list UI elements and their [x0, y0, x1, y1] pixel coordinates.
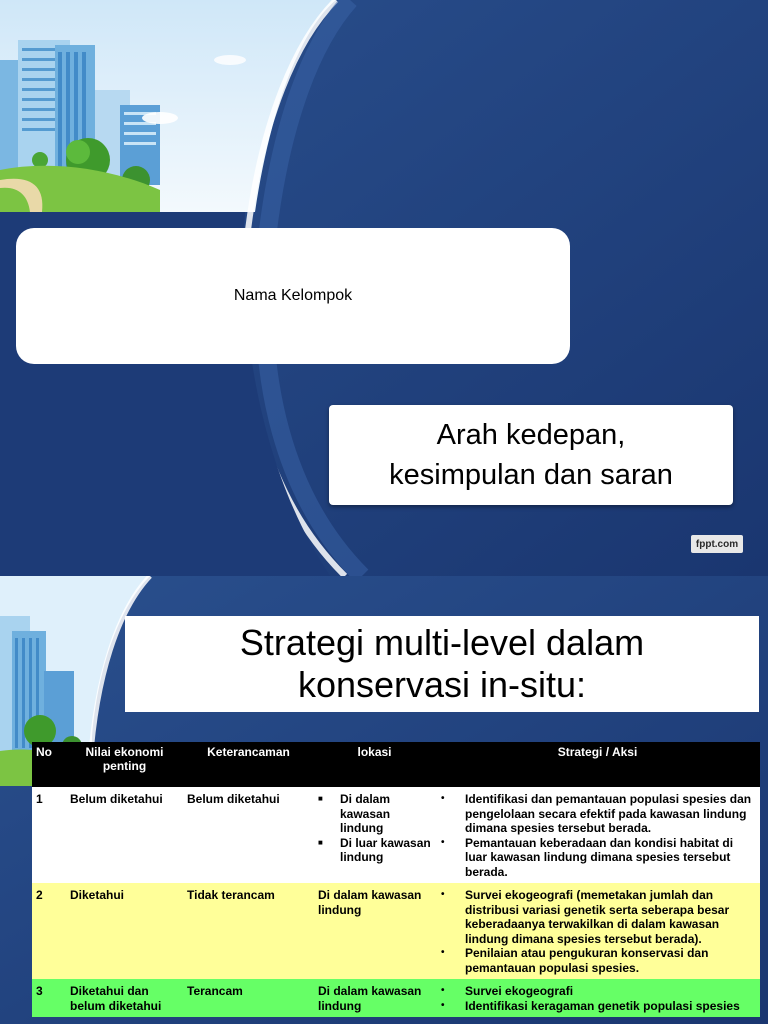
group-name-label: Nama Kelompok — [233, 287, 353, 304]
table-row — [32, 883, 760, 979]
strategi-item: • Pemantauan keberadaan dan kondisi habitat di luar kawasan lindung dimana spesies tersebut berada. — [465, 836, 756, 880]
header-lokasi: lokasi — [314, 742, 435, 787]
table-row — [32, 979, 760, 1017]
slide-heading-line-1: Strategi multi-level dalam — [239, 622, 645, 663]
strategi-item: • Survei ekogeografi (memetakan jumlah dan distribusi variasi genetik serta seberapa besar keberadaanya terwakilkan di dalam kawasan lindung dimana spesies tersebut berada). — [465, 888, 756, 946]
cell-lokasi — [314, 787, 435, 883]
cell-strategi — [435, 787, 760, 883]
header-keterancaman: Keterancaman — [183, 742, 314, 787]
slide-title-line-2: kesimpulan dan saran — [389, 459, 673, 491]
cell-strategi — [435, 883, 760, 979]
slide-heading-line-2: konservasi in-situ: — [297, 664, 587, 705]
cell-lokasi: Di dalam kawasan lindung — [314, 883, 435, 979]
cell-nilai: Diketahui dan belum diketahui — [66, 979, 183, 1017]
table-row — [32, 787, 760, 883]
strategi-item: • Identifikasi dan pemantauan populasi spesies dan pengelolaan secara efektif pada kawasan lindung dimana spesies tersebut berada. — [465, 792, 756, 836]
strategy-table — [32, 742, 760, 1017]
cell-keterancaman: Belum diketahui — [183, 787, 314, 883]
cell-nilai: Belum diketahui — [66, 787, 183, 883]
strategi-item: • Survei ekogeografi — [465, 984, 756, 999]
cell-no: 1 — [32, 787, 66, 883]
header-strategi: Strategi / Aksi — [435, 742, 760, 787]
cell-keterancaman: Terancam — [183, 979, 314, 1017]
lokasi-item: ■ Di dalam kawasan lindung — [340, 792, 431, 836]
header-nilai: Nilai ekonomi penting — [66, 742, 183, 787]
cell-no: 2 — [32, 883, 66, 979]
slide-2 — [0, 576, 768, 1024]
cell-keterancaman: Tidak terancam — [183, 883, 314, 979]
header-no: No — [32, 742, 66, 787]
table-header-row — [32, 742, 760, 787]
group-name-box — [16, 228, 570, 364]
cell-no: 3 — [32, 979, 66, 1017]
cell-lokasi: Di dalam kawasan lindung — [314, 979, 435, 1017]
slide-title-box — [329, 405, 733, 505]
strategi-item: • Penilaian atau pengukuran konservasi dan pemantauan populasi spesies. — [465, 946, 756, 975]
lokasi-item: ■ Di luar kawasan lindung — [340, 836, 431, 865]
fppt-watermark: fppt.com — [691, 535, 743, 553]
strategi-item: • Identifikasi keragaman genetik populasi spesies — [465, 999, 756, 1014]
cell-strategi — [435, 979, 760, 1017]
slide-heading-box — [125, 616, 759, 712]
cell-nilai: Diketahui — [66, 883, 183, 979]
slide-title-line-1: Arah kedepan, — [436, 419, 626, 451]
